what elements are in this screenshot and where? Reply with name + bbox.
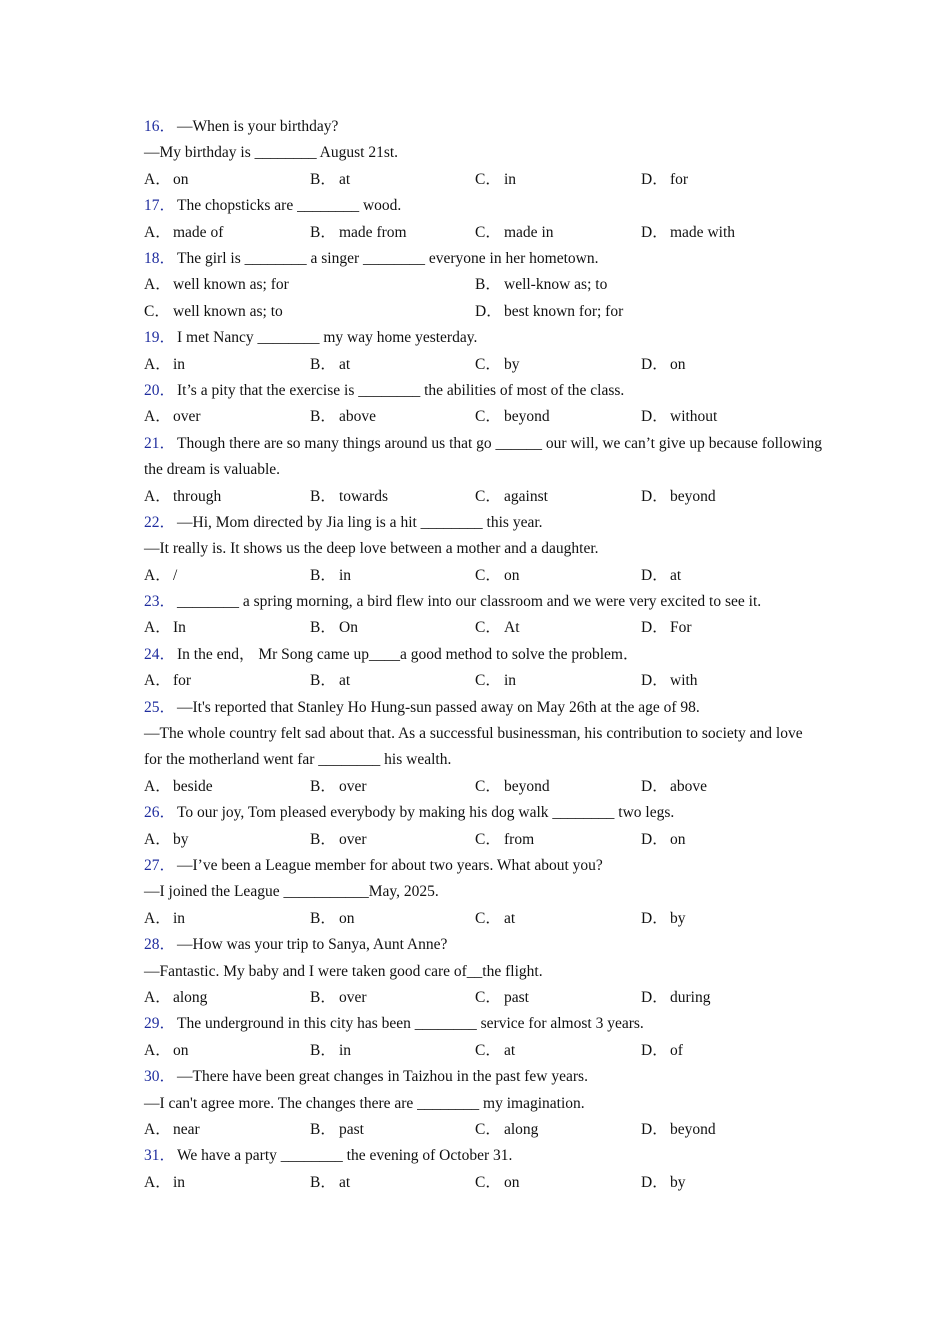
option-text: In — [173, 619, 186, 637]
option-c — [144, 299, 283, 325]
option-letter: C． — [475, 672, 501, 690]
question-stem: The underground in this city has been ________ service for almost 3 years. — [177, 1015, 644, 1033]
option-text: beyond — [504, 777, 550, 795]
option-letter: D． — [641, 566, 668, 584]
question-30 — [144, 1064, 824, 1143]
option-letter: C． — [475, 830, 501, 848]
option-c — [475, 352, 520, 378]
option-d — [641, 167, 688, 193]
option-letter: D． — [641, 830, 668, 848]
question-number: 24． — [144, 645, 176, 663]
option-text: made with — [670, 223, 735, 241]
option-letter: A． — [144, 355, 171, 373]
option-c — [475, 985, 529, 1011]
option-letter: D． — [641, 1120, 668, 1138]
option-text: On — [339, 619, 358, 637]
option-text: at — [339, 170, 351, 188]
options-row — [144, 906, 824, 932]
option-a — [144, 352, 185, 378]
question-number: 28． — [144, 936, 176, 954]
option-c — [475, 563, 520, 589]
option-letter: B． — [310, 566, 336, 584]
option-letter: A． — [144, 408, 171, 426]
option-letter: D． — [641, 1041, 668, 1059]
question-number: 21． — [144, 434, 176, 452]
question-number: 31． — [144, 1147, 176, 1165]
option-letter: C． — [475, 1120, 501, 1138]
question-22 — [144, 510, 824, 589]
option-letter: C． — [475, 566, 501, 584]
option-letter: C． — [475, 408, 501, 426]
option-letter: B． — [475, 276, 501, 294]
dialogue-line: —It really is. It shows us the deep love between a mother and a daughter. — [144, 540, 599, 558]
dialogue-line: —I joined the League ___________May, 2025. — [144, 883, 439, 901]
question-number: 30． — [144, 1068, 176, 1086]
options-row — [144, 167, 824, 193]
question-number: 27． — [144, 857, 176, 875]
option-letter: A． — [144, 777, 171, 795]
option-text: over — [339, 777, 367, 795]
option-b — [310, 906, 355, 932]
option-letter: B． — [310, 170, 336, 188]
options-row — [144, 563, 824, 589]
option-letter: D． — [641, 619, 668, 637]
option-letter: A． — [144, 170, 171, 188]
option-b — [310, 352, 350, 378]
option-text: in — [173, 909, 186, 927]
option-text: beside — [173, 777, 213, 795]
question-stem: —It's reported that Stanley Ho Hung-sun passed away on May 26th at the age of 98. — [177, 698, 700, 716]
option-b — [310, 985, 367, 1011]
option-text: at — [339, 672, 351, 690]
options-row — [144, 615, 824, 641]
option-letter: D． — [641, 1173, 668, 1191]
options-row — [144, 985, 824, 1011]
options-row — [144, 827, 824, 853]
option-letter: B． — [310, 777, 336, 795]
options-row — [144, 1170, 824, 1196]
option-b — [310, 615, 358, 641]
option-c — [475, 484, 548, 510]
option-letter: C． — [475, 777, 501, 795]
question-stem-line — [144, 378, 824, 404]
option-text: made of — [173, 223, 224, 241]
option-b — [310, 1117, 364, 1143]
question-number: 16． — [144, 118, 176, 135]
option-text: on — [504, 566, 520, 584]
option-text: over — [339, 830, 367, 848]
option-letter: A． — [144, 566, 171, 584]
option-b — [310, 1170, 350, 1196]
option-letter: C． — [475, 909, 501, 927]
option-letter: A． — [144, 619, 171, 637]
option-text: At — [504, 619, 520, 637]
question-stem-line — [144, 114, 824, 140]
option-text: above — [339, 408, 377, 426]
option-d — [641, 985, 710, 1011]
question-stem-line — [144, 1143, 824, 1169]
option-a — [144, 563, 177, 589]
option-c — [475, 774, 550, 800]
question-stem: —Hi, Mom directed by Jia ling is a hit ________ this year. — [177, 513, 543, 531]
option-text: by — [670, 1173, 686, 1191]
option-text: on — [670, 355, 686, 373]
option-text: from — [504, 830, 535, 848]
option-letter: D． — [641, 777, 668, 795]
option-d — [641, 827, 686, 853]
question-28 — [144, 932, 824, 1011]
question-26 — [144, 800, 824, 853]
dialogue-line: —I can't agree more. The changes there are ________ my imagination. — [144, 1094, 585, 1112]
option-a — [144, 985, 207, 1011]
option-text: on — [504, 1173, 520, 1191]
option-text: past — [339, 1120, 364, 1138]
option-letter: B． — [310, 408, 336, 426]
options-row — [144, 668, 824, 694]
question-stem: To our joy, Tom pleased everybody by making his dog walk ________ two legs. — [177, 804, 675, 822]
option-d — [641, 615, 692, 641]
option-letter: D． — [641, 170, 668, 188]
question-stem: —There have been great changes in Taizhou in the past few years. — [177, 1068, 588, 1086]
question-stem: We have a party ________ the evening of October 31. — [177, 1147, 513, 1165]
question-number: 22． — [144, 513, 176, 531]
option-text: with — [670, 672, 698, 690]
option-b — [310, 167, 350, 193]
option-text: best known for; for — [504, 302, 624, 320]
question-stem-line — [144, 695, 824, 721]
option-text: through — [173, 487, 222, 505]
option-letter: A． — [144, 830, 171, 848]
option-d — [641, 484, 716, 510]
option-text: in — [504, 170, 517, 188]
option-text: without — [670, 408, 718, 426]
question-23 — [144, 589, 824, 642]
option-b — [310, 404, 376, 430]
question-stem-line — [144, 510, 824, 536]
option-letter: D． — [641, 988, 668, 1006]
option-text: for — [670, 170, 689, 188]
question-stem: ________ a spring morning, a bird flew into our classroom and we were very excited to see it. — [177, 593, 762, 611]
option-text: For — [670, 619, 692, 637]
option-d — [641, 1170, 686, 1196]
question-stem: The chopsticks are ________ wood. — [177, 197, 402, 215]
question-stem: —How was your trip to Sanya, Aunt Anne? — [177, 936, 448, 954]
option-c — [475, 1117, 538, 1143]
options-row — [144, 404, 824, 430]
option-text: at — [670, 566, 682, 584]
option-d — [641, 563, 681, 589]
option-d — [475, 299, 623, 325]
option-d — [641, 1117, 716, 1143]
option-b — [310, 563, 351, 589]
option-a — [144, 272, 289, 298]
option-letter: D． — [475, 302, 502, 320]
question-stem-line — [144, 642, 824, 668]
question-stem: I met Nancy ________ my way home yesterday. — [177, 329, 478, 347]
option-b — [310, 220, 407, 246]
question-number: 26． — [144, 804, 176, 822]
option-a — [144, 774, 213, 800]
option-a — [144, 906, 185, 932]
option-c — [475, 220, 554, 246]
option-text: at — [504, 909, 516, 927]
option-text: above — [670, 777, 708, 795]
option-letter: B． — [310, 1120, 336, 1138]
option-text: on — [339, 909, 355, 927]
option-letter: C． — [475, 487, 501, 505]
option-text: by — [504, 355, 520, 373]
option-b — [310, 668, 350, 694]
dialogue-line: —Fantastic. My baby and I were taken good care of__the flight. — [144, 962, 543, 980]
option-a — [144, 220, 223, 246]
option-letter: D． — [641, 672, 668, 690]
question-24 — [144, 642, 824, 695]
option-letter: C． — [475, 1041, 501, 1059]
option-text: well-know as; to — [504, 276, 608, 294]
option-c — [475, 827, 534, 853]
option-d — [641, 906, 686, 932]
option-letter: B． — [310, 672, 336, 690]
option-letter: A． — [144, 487, 171, 505]
option-letter: B． — [310, 909, 336, 927]
question-number: 17． — [144, 197, 176, 215]
question-stem-line — [144, 193, 824, 219]
option-text: against — [504, 487, 548, 505]
question-stem-line — [144, 800, 824, 826]
option-text: by — [173, 830, 189, 848]
option-text: in — [504, 672, 517, 690]
question-number: 19． — [144, 329, 176, 347]
option-letter: B． — [310, 1041, 336, 1059]
option-d — [641, 1038, 683, 1064]
question-stem: In the end， Mr Song came up____a good method to solve the problem． — [177, 645, 639, 663]
option-text: made from — [339, 223, 407, 241]
option-letter: A． — [144, 672, 171, 690]
option-text: past — [504, 988, 529, 1006]
question-17 — [144, 193, 824, 246]
option-c — [475, 1170, 520, 1196]
option-letter: C． — [475, 355, 501, 373]
option-text: well known as; to — [173, 302, 283, 320]
question-number: 25． — [144, 698, 176, 716]
option-letter: A． — [144, 1173, 171, 1191]
question-25 — [144, 695, 824, 801]
question-number: 29． — [144, 1015, 176, 1033]
option-text: at — [339, 1173, 351, 1191]
option-letter: B． — [310, 355, 336, 373]
question-19 — [144, 325, 824, 378]
option-d — [641, 774, 707, 800]
option-letter: B． — [310, 487, 336, 505]
option-letter: A． — [144, 988, 171, 1006]
option-a — [144, 1038, 189, 1064]
option-text: well known as; for — [173, 276, 289, 294]
option-letter: A． — [144, 223, 171, 241]
options-row — [144, 272, 824, 298]
question-stem: It’s a pity that the exercise is ________ the abilities of most of the class. — [177, 381, 625, 399]
option-letter: D． — [641, 223, 668, 241]
option-d — [641, 220, 735, 246]
option-text: for — [173, 672, 192, 690]
option-text: over — [173, 408, 201, 426]
question-stem-line — [144, 853, 824, 879]
option-d — [641, 404, 717, 430]
question-stem-line — [144, 589, 824, 615]
option-letter: A． — [144, 1041, 171, 1059]
option-letter: A． — [144, 909, 171, 927]
question-number: 20． — [144, 381, 176, 399]
question-stem-line — [144, 1011, 824, 1037]
question-stem: —I’ve been a League member for about two years. What about you? — [177, 857, 603, 875]
option-text: in — [173, 355, 186, 373]
option-letter: D． — [641, 355, 668, 373]
option-letter: A． — [144, 276, 171, 294]
question-31 — [144, 1143, 824, 1196]
option-a — [144, 827, 189, 853]
option-letter: D． — [641, 487, 668, 505]
question-stem-line — [144, 932, 824, 958]
option-letter: C． — [475, 988, 501, 1006]
option-letter: B． — [310, 223, 336, 241]
option-letter: B． — [310, 988, 336, 1006]
option-text: / — [173, 566, 178, 584]
option-text: on — [173, 1041, 189, 1059]
question-29 — [144, 1011, 824, 1064]
question-stem-line — [144, 431, 824, 484]
option-text: towards — [339, 487, 389, 505]
dialogue-line: —The whole country felt sad about that. As a successful businessman, his contribution to society and love for the motherland went far ________ his wealth. — [144, 725, 803, 769]
option-letter: B． — [310, 619, 336, 637]
option-letter: C． — [475, 223, 501, 241]
question-stem: —When is your birthday? — [177, 118, 339, 135]
option-a — [144, 404, 201, 430]
options-row — [144, 352, 824, 378]
option-text: beyond — [670, 1120, 716, 1138]
option-a — [144, 484, 221, 510]
option-text: near — [173, 1120, 200, 1138]
question-21 — [144, 431, 824, 510]
question-18 — [144, 246, 824, 325]
option-letter: D． — [641, 909, 668, 927]
option-text: during — [670, 988, 711, 1006]
question-27 — [144, 853, 824, 932]
option-text: on — [173, 170, 189, 188]
option-c — [475, 906, 515, 932]
option-text: along — [504, 1120, 539, 1138]
option-text: by — [670, 909, 686, 927]
option-c — [475, 615, 520, 641]
option-b — [310, 827, 367, 853]
option-text: in — [173, 1173, 186, 1191]
option-text: along — [173, 988, 208, 1006]
option-b — [475, 272, 607, 298]
option-c — [475, 167, 516, 193]
question-number: 23． — [144, 593, 176, 611]
option-text: made in — [504, 223, 554, 241]
options-row — [144, 774, 824, 800]
option-b — [310, 1038, 351, 1064]
option-letter: C． — [144, 302, 170, 320]
option-a — [144, 167, 189, 193]
question-stem: The girl is ________ a singer ________ everyone in her hometown. — [177, 249, 599, 267]
options-row — [144, 484, 824, 510]
option-text: beyond — [670, 487, 716, 505]
options-row — [144, 299, 824, 325]
option-text: in — [339, 1041, 352, 1059]
question-number: 18． — [144, 249, 176, 267]
option-a — [144, 668, 191, 694]
option-text: of — [670, 1041, 683, 1059]
option-a — [144, 615, 186, 641]
question-stem: Though there are so many things around us that go ______ our will, we can’t give up because following the dream is valuable. — [144, 434, 822, 479]
option-c — [475, 1038, 515, 1064]
option-b — [310, 484, 388, 510]
option-letter: C． — [475, 1173, 501, 1191]
option-letter: C． — [475, 619, 501, 637]
question-20 — [144, 378, 824, 431]
option-text: over — [339, 988, 367, 1006]
option-b — [310, 774, 367, 800]
option-text: in — [339, 566, 352, 584]
options-row — [144, 1038, 824, 1064]
options-row — [144, 220, 824, 246]
option-a — [144, 1170, 185, 1196]
option-text: at — [504, 1041, 516, 1059]
option-c — [475, 668, 516, 694]
option-letter: A． — [144, 1120, 171, 1138]
question-stem-line — [144, 246, 824, 272]
option-text: beyond — [504, 408, 550, 426]
option-letter: B． — [310, 1173, 336, 1191]
options-row — [144, 1117, 824, 1143]
option-letter: B． — [310, 830, 336, 848]
option-a — [144, 1117, 200, 1143]
question-stem-line — [144, 1064, 824, 1090]
option-d — [641, 668, 698, 694]
dialogue-line: —My birthday is ________ August 21st. — [144, 144, 399, 162]
question-stem-line — [144, 325, 824, 351]
option-text: at — [339, 355, 351, 373]
question-16 — [144, 114, 824, 193]
option-text: on — [670, 830, 686, 848]
question-list — [144, 114, 824, 1196]
option-c — [475, 404, 550, 430]
option-letter: C． — [475, 170, 501, 188]
option-d — [641, 352, 686, 378]
option-letter: D． — [641, 408, 668, 426]
